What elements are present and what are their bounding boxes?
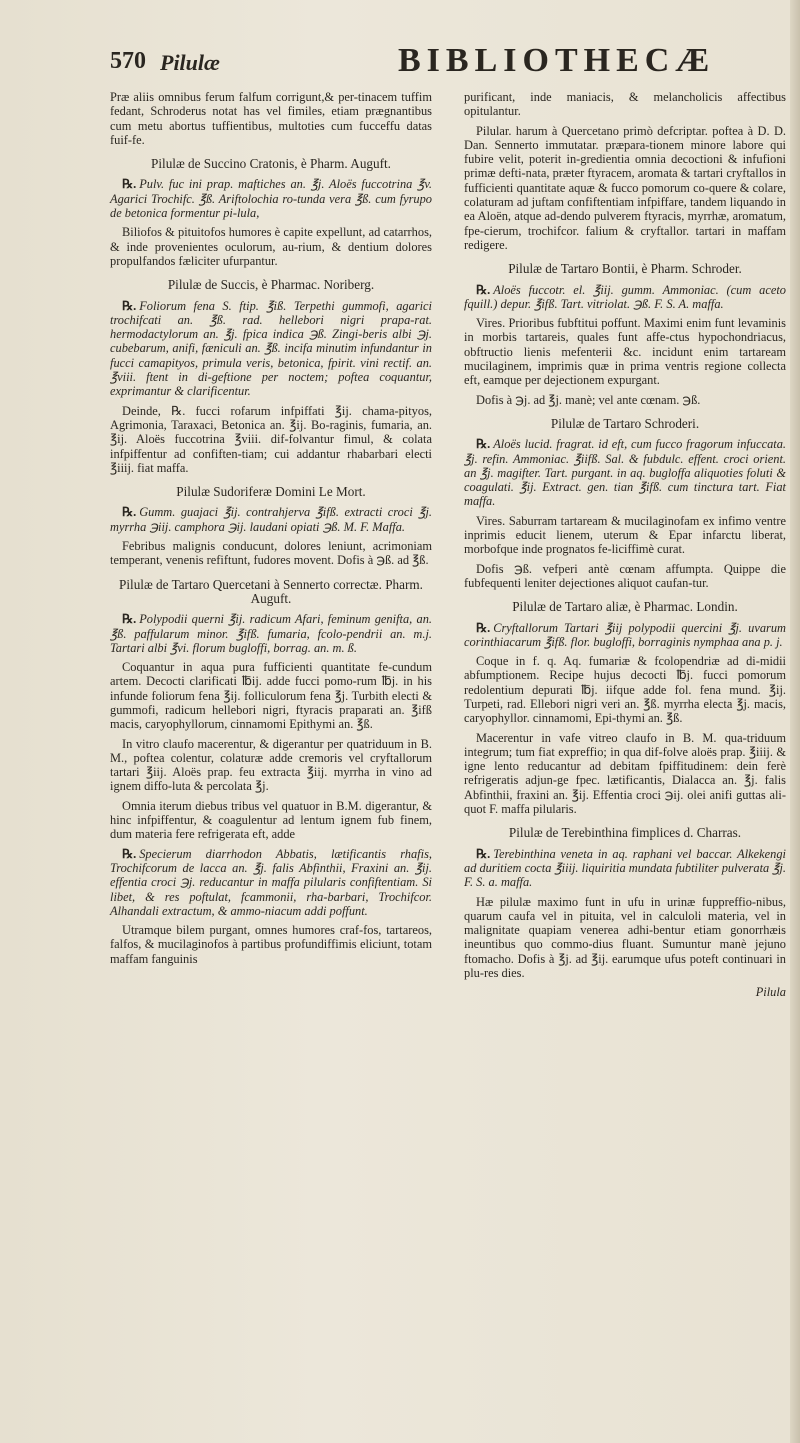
paragraph-text: Cryftallorum Tartari ℥iij polypodii quercini ℥j. uvarum corinthiacarum ℥ifß. flor. bugloffi, borraginis nymphaa ana p. j.	[464, 620, 786, 649]
body-paragraph	[110, 404, 432, 475]
body-paragraph	[110, 225, 432, 268]
paragraph-text: Specierum diarrhodon Abbatis, lætificantis rhafis, Trochifcorum de lacca an. ℥j. falis Abfinthii, Fraxini an. ℥ij. effentia croci ℈j. reducantur in maffa pilularis confiftentiam. Si libet, & res poftulat, fcammonii, rha-barbari, Trochifcor. Alhandali extractum, & ammo-niacum addi poffunt.	[110, 846, 432, 918]
body-paragraph	[110, 923, 432, 966]
paragraph-text: Pilulæ de Tartaro Quercetani à Sennerto correctæ. Pharm. Auguft.	[119, 576, 423, 606]
section-title	[110, 278, 432, 292]
paragraph-text: Polypodii querni ℥ij. radicum Afari, feminum genifta, an. ℥ß. paffularum minor. ℥ifß. fumaria, fcolo-pendrii an. m.j. Tartari albi ℥vi. florum bugloffi, borrag. an. m. ß.	[110, 612, 432, 655]
recipe-paragraph	[110, 177, 432, 220]
paragraph-text: Macerentur in vafe vitreo claufo in B. M. qua-triduum integrum; tum fiat expreffio; in qua dif-folve aloës prap. ℥iiij. & igne lento reducantur ad debitam fpiffitudinem: dein ferè refrigeratis adjun-ge fpec. lætificantis, Dialacca an. ℥j. falis Abfinthii, fraxini an. ℥ij. Effentia croci ℈ij. olei anifi guttas ali-quot F. maffa pilularis.	[464, 730, 786, 817]
recipe-paragraph	[464, 283, 786, 312]
page-number: 570	[110, 48, 146, 74]
recipe-paragraph	[110, 847, 432, 918]
paragraph-text: Pilulæ de Succis, è Pharmac. Noriberg.	[167, 277, 375, 293]
left-column	[110, 90, 432, 971]
running-title: BIBLIOTHECÆ	[398, 42, 716, 79]
paragraph-text: Dofis ℈ß. vefperi antè cœnam affumpta. Quippe die fubfequenti leniter dejectiones aliquot caufan-tur.	[464, 561, 786, 590]
paragraph-text: Hæ pilulæ maximo funt in ufu in urinæ fuppreffio-nibus, quarum caufa vel in pituita, vel in calculoli materia, vel in malignitate quapiam venerea adhi-bentur etiam gonorrhæis ineuntibus quo commo-dius fluant. Sumuntur manè jejuno ftomacho. Dofis à ℥j. ad ℥ij. earumque ufus poteft continuari in plu-res dies.	[464, 894, 786, 981]
paragraph-text: Deinde, ℞. fucci rofarum infpiffati ℥ij. chama-pityos, Agrimonia, Taraxaci, Betonica an. ℥ij. Bo-raginis, fumaria, an. ℥ij. Aloës fuccotrina ℥viii. dif-folvantur fimul, & colata infpiffentur ad confiften-tiam; cui addantur rhabarbari electi ℥iiij. fiat maffa.	[110, 403, 432, 475]
paragraph-text: Pilulæ de Terebinthina fimplices d. Charras.	[508, 825, 742, 841]
recipe-symbol-icon: ℞.	[122, 612, 137, 627]
paragraph-text: Vires. Saburram tartaream & mucilaginofam ex infimo ventre inprimis educit lienem, uterum & Epar infarctu liberat, morbofque inde prognatos fe-liciffimè curat.	[464, 513, 786, 557]
recipe-symbol-icon: ℞.	[122, 298, 137, 313]
body-paragraph	[110, 539, 432, 568]
paragraph-text: In vitro claufo macerentur, & digerantur per quatriduum in B. M., poftea colentur, colaturæ adde cremoris vel cryftallorum tartari ℥iij. Aloës prap. feu extracta ℥iij. myrrha in vino ad ignem diffo-luta & percolata ℥j.	[110, 736, 432, 794]
recipe-paragraph	[464, 621, 786, 650]
paragraph-text: Utramque bilem purgant, omnes humores craf-fos, tartareos, falfos, & mucilaginofos à partibus profundiffimis eliciunt, totam maffam fanguinis	[110, 923, 432, 966]
recipe-symbol-icon: ℞.	[122, 505, 137, 520]
paragraph-text: Omnia iterum diebus tribus vel quatuor in B.M. digerantur, & hinc infpiffentur, & coagulentur ad lentum ignem fub finem, dum materia fere refrigerata eft, adde	[110, 798, 432, 842]
recipe-paragraph	[110, 299, 432, 399]
section-title	[464, 417, 786, 431]
right-column	[464, 90, 786, 1005]
paragraph-text: Pilulæ Sudoriferæ Domini Le Mort.	[176, 484, 366, 500]
paragraph-text: Vires. Prioribus fubftitui poffunt. Maximi enim funt levaminis in morbis tartareis, quales funt affe-ctus hypochondriacus, obftructio lienis mefenterii &c. incidunt enim tartaream mucilaginem, imprimis quæ in prima ventris regione collecta eft, eamque per dejectionem expurgant.	[464, 316, 786, 388]
paragraph-text: Terebinthina veneta in aq. raphani vel baccar. Alkekengi ad duritiem cocta ℥iiij. liquiritia mundata fubtiliter pulverata ℥j. F. S. a. maffa.	[464, 846, 786, 890]
recipe-paragraph	[464, 847, 786, 890]
recipe-symbol-icon: ℞.	[122, 846, 137, 861]
body-paragraph	[110, 660, 432, 731]
section-title	[464, 600, 786, 614]
paragraph-text: Pilulæ de Tartaro aliæ, è Pharmac. Londin.	[512, 599, 738, 615]
paragraph-text: Præ aliis omnibus ferum falfum corrigunt,& per-tinacem tuffim fedant, Schroderus notat has vel fimiles, etiam prægnantibus cum metu abortus tuffientibus, multoties cum fucceffu datas fuif-fe.	[110, 90, 432, 147]
recipe-paragraph	[110, 612, 432, 655]
paragraph-text: Pilular. harum à Quercetano primò defcriptar. poftea à D. D. Dan. Sennerto immutatar. præpara-tionem minore labore qui fubire velit, poterit in-gredientia omnia decoctioni & infufioni primæ defti-nata, præter ftyracem, aromata & tartari cryftallos in fufficienti quantitate aquæ & fucco pomorum co-quere & colare, colaturam ad juftam confiftentiam infpiffare, tandem liquando in ea Aloën, atque ad-dendo pulverem ftyracis, myrrhæ, aromatum, fpe-cierum, trochifcor. falium & cryftallor. tartari in maffam redigere.	[464, 123, 786, 252]
recipe-paragraph	[464, 437, 786, 508]
body-paragraph	[464, 393, 786, 407]
section-title	[464, 826, 786, 840]
paragraph-text: Coquantur in aqua pura fufficienti quantitate fe-cundum artem. Decocti clarificati ℔ij. adde fucci pomo-rum ℔j. in his infunde foliorum fena ℥ij. folliculorum fena ℥j. Turbith electi & gummofi, radicum hellebori nigri, ftyracis praparati an. ℥ifß macis, caryophyllorum, cinnamomi Epithymi an. ℥ß.	[110, 660, 432, 732]
page-edge	[790, 0, 800, 1443]
page-label: Pilulæ	[160, 50, 220, 75]
catchword: Pilula	[755, 985, 786, 1000]
continued-paragraph	[464, 90, 786, 119]
paragraph-text: Gumm. guajaci ℥ij. contrahjerva ℥ifß. extracti croci ℥j. myrrha ℈iij. camphora ℈ij. laudani opiati ℈ß. M. F. Maffa.	[110, 505, 432, 534]
paragraph-text: Pilulæ de Tartaro Bontii, è Pharm. Schroder.	[508, 261, 742, 277]
section-title	[110, 157, 432, 171]
paragraph-text: Pilulæ de Tartaro Schroderi.	[550, 415, 700, 431]
body-paragraph	[110, 799, 432, 842]
body-paragraph	[110, 737, 432, 794]
section-title	[464, 262, 786, 276]
continued-paragraph	[110, 90, 432, 147]
body-paragraph	[464, 124, 786, 253]
recipe-paragraph	[110, 505, 432, 534]
section-title	[110, 578, 432, 607]
paragraph-text: Pulv. fuc ini prap. maftiches an. ℥j. Aloës fuccotrina ℥v. Agarici Trochifc. ℥ß. Ariftolochia ro-tunda vera ℥ß. cum fyrupo de betonica formentur pi-lula,	[110, 177, 432, 221]
recipe-symbol-icon: ℞.	[476, 620, 491, 635]
body-paragraph	[464, 562, 786, 591]
body-paragraph	[464, 514, 786, 557]
recipe-symbol-icon: ℞.	[476, 437, 491, 452]
paragraph-text: Aloës fuccotr. el. ℥iij. gumm. Ammoniac. (cum aceto fquill.) depur. ℥ifß. Tart. vitriolat. ℈ß. F. S. A. maffa.	[464, 282, 786, 311]
paragraph-text: Febribus malignis conducunt, dolores leniunt, acrimoniam temperant, venenis refiftunt, fudores movent. Dofis à ℈ß. ad ℥ß.	[110, 539, 432, 568]
paragraph-text: Coque in f. q. Aq. fumariæ & fcolopendriæ ad di-midii abfumptionem. Recipe hujus decocti ℔j. fucci pomorum redolentium depurati ℔j. iifque adde fol. fena mund. ℥ij. Turpeti, rad. Ellebori nigri veri an. ℥ß. myrrha electa ℥j. macis, caryophyllor. cinnamomi, Epi-thymi an. ℥ß.	[464, 654, 786, 726]
paragraph-text: Foliorum fena S. ftip. ℥iß. Terpethi gummofi, agarici trochifcati an. ℥ß. rad. hellebori nigri prapa-rat. hermodactylorum an. ℥j. fpica indica ℈ß. Zingi-beris albi ℈j. cubebarum, anifi, fæniculi an. ℥ß. incifa minutim infundantur in fucci camapityos, primula veris, betonica, fpirit. vini rectif. an. ℥viii. ftent in di-geftione per noctem; poftea coquantur, exprimantur & clarificentur.	[110, 298, 432, 399]
recipe-symbol-icon: ℞.	[476, 282, 491, 297]
recipe-symbol-icon: ℞.	[476, 846, 491, 861]
paragraph-text: Dofis à ℈j. ad ℥j. manè; vel ante cœnam. ℈ß.	[476, 392, 701, 407]
paragraph-text: purificant, inde maniacis, & melancholicis affectibus opitulantur.	[464, 90, 786, 119]
paragraph-text: Aloës lucid. fragrat. id eft, cum fucco fragorum infuccata. ℥j. refin. Ammoniac. ℥iifß. Sal. & fubdulc. effent. croci orient. an ℥j. magifter. Tart. purgant. in aq. bugloffa aliquoties foluti & coagulati. ℥ij. Extract. gen. tian ℥ifß. cum tinctura tart. Fiat maffa.	[464, 437, 786, 509]
body-paragraph	[464, 654, 786, 725]
paragraph-text: Biliofos & pituitofos humores è capite expellunt, ad catarrhos, & inde provenientes oculorum, au-rium, & dentium dolores propulfandos fæliciter ufurpantur.	[110, 225, 432, 268]
section-title	[110, 485, 432, 499]
body-paragraph	[464, 316, 786, 387]
paragraph-text: Pilulæ de Succino Cratonis, è Pharm. Auguft.	[151, 156, 391, 172]
page-header	[110, 42, 790, 82]
recipe-symbol-icon: ℞.	[122, 177, 137, 192]
body-paragraph	[464, 895, 786, 981]
body-paragraph	[464, 731, 786, 817]
